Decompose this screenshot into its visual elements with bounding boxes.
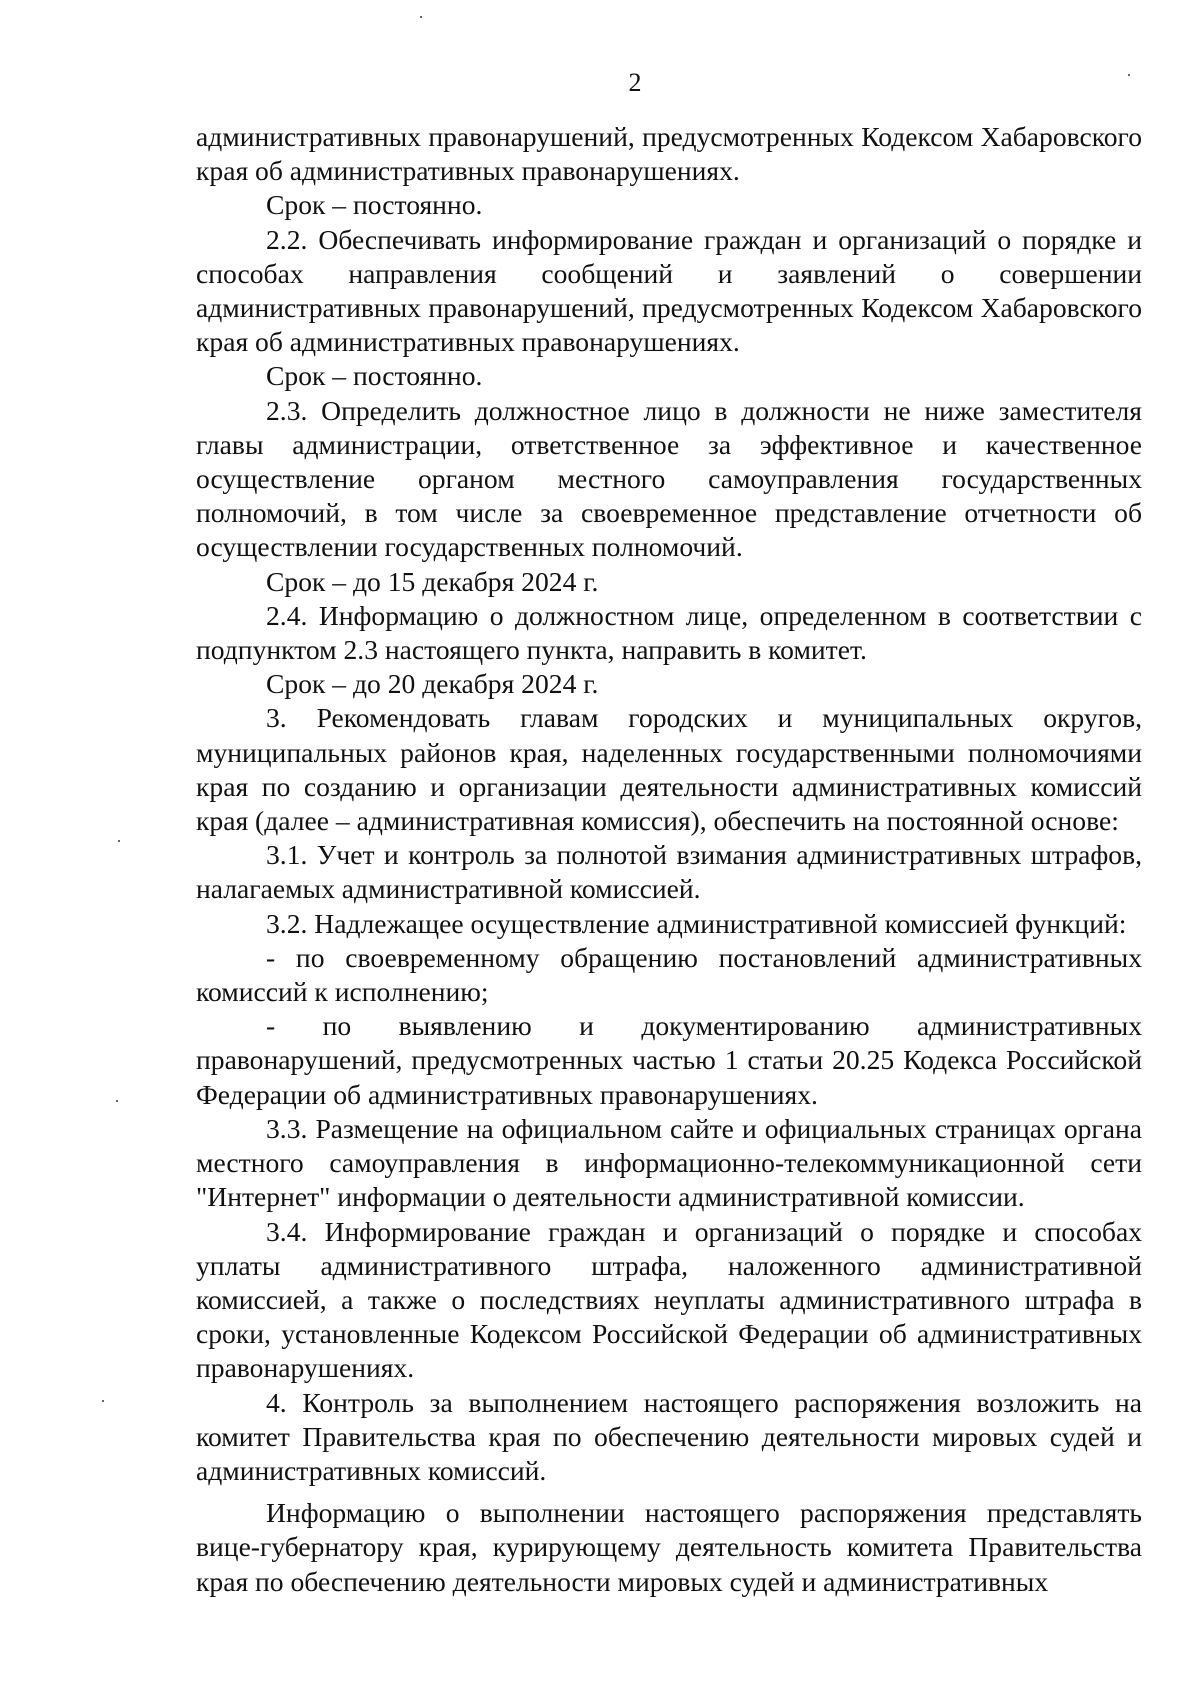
page-number: 2 (628, 68, 642, 97)
scan-speck (102, 1400, 104, 1402)
scan-speck (420, 16, 422, 18)
paragraph-2-2: 2.2. Обеспечивать информирование граждан и организаций о порядке и способах направления сообщений и заявлений о совершении административных правонарушений, предусмотренных Кодексом Хабаровского края об административных правонарушениях. (196, 223, 1142, 358)
paragraph-continuation: административных правонарушений, предусмотренных Кодексом Хабаровского края об административных правонарушениях. (196, 121, 1142, 187)
paragraph-3-2: 3.2. Надлежащее осуществление административной комиссией функций: (266, 907, 1127, 939)
paragraph-3-4: 3.4. Информирование граждан и организаций о порядке и способах уплаты административного штрафа, наложенного административной комиссией, а также о последствиях неуплаты административного штрафа в сроки, установленные Кодексом Российской Федерации об административных правонарушениях. (196, 1215, 1142, 1384)
paragraph-2-3: 2.3. Определить должностное лицо в должности не ниже заместителя главы администрации, ответственное за эффективное и качественное осуществление органом местного самоуправления государственных полномочий, в том числе за своевременное представление отчетности об осуществлении государственных полномочий. (196, 394, 1142, 563)
paragraph-deadline: Срок – до 15 декабря 2024 г. (266, 565, 599, 597)
scan-speck (1128, 74, 1130, 76)
scan-speck (118, 840, 120, 842)
scan-speck (116, 1100, 118, 1102)
paragraph-deadline: Срок – до 20 декабря 2024 г. (266, 668, 599, 700)
paragraph-3-3: 3.3. Размещение на официальном сайте и официальных страницах органа местного самоуправления в информационно-телекоммуникационной сети "Интернет" информации о деятельности административной комиссии. (196, 1112, 1142, 1213)
paragraph-2-4: 2.4. Информацию о должностном лице, определенном в соответствии с подпунктом 2.3 настоящего пункта, направить в комитет. (196, 599, 1142, 666)
paragraph-3-2-item: - по выявлению и документированию административных правонарушений, предусмотренных частью 1 статьи 20.25 Кодекса Российской Федерации об административных правонарушениях. (196, 1010, 1142, 1110)
paragraph-reporting: Информацию о выполнении настоящего распоряжения представлять вице-губернатору края, курирующему деятельность комитета Правительства края по обеспечению деятельности мировых судей и административных (196, 1497, 1142, 1597)
paragraph-deadline: Срок – постоянно. (266, 360, 483, 392)
document-body (196, 120, 1142, 1599)
paragraph-deadline: Срок – постоянно. (266, 189, 483, 221)
paragraph-3-1: 3.1. Учет и контроль за полнотой взимания административных штрафов, налагаемых административной комиссией. (196, 839, 1142, 905)
paragraph-4: 4. Контроль за выполнением настоящего распоряжения возложить на комитет Правительства края по обеспечению деятельности мировых судей и административных комиссий. (196, 1386, 1142, 1486)
paragraph-3-2-item: - по своевременному обращению постановлений административных комиссий к исполнению; (196, 941, 1142, 1008)
paragraph-3: 3. Рекомендовать главам городских и муниципальных округов, муниципальных районов края, наделенных государственными полномочиями края по созданию и организации деятельности административных комиссий края (далее – административная комиссия), обеспечить на постоянной основе: (196, 702, 1142, 837)
